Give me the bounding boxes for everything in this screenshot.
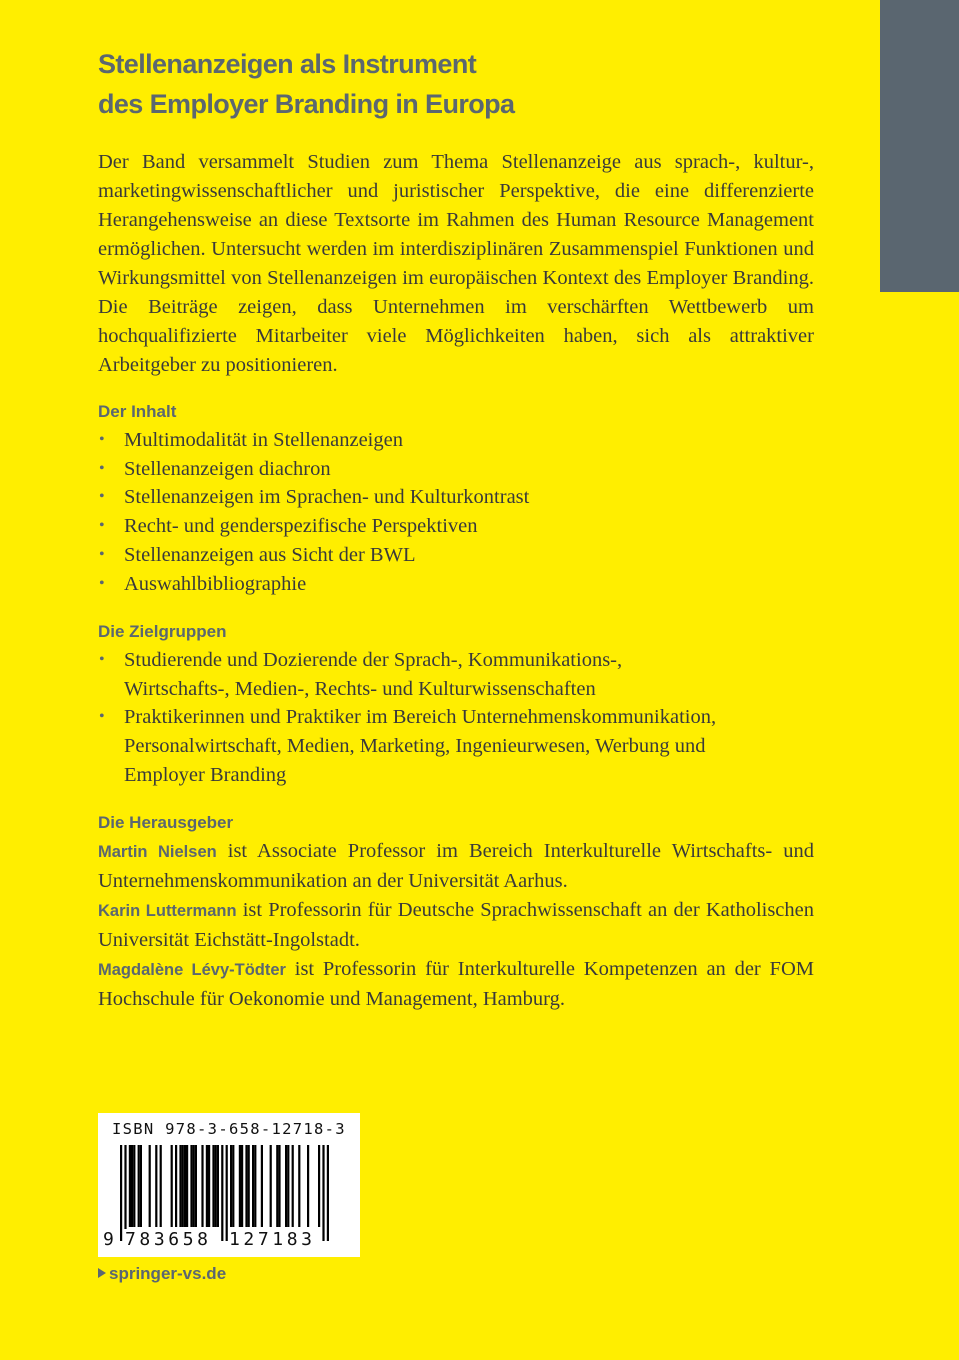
barcode-bar [160, 1145, 162, 1227]
barcode-bar [322, 1145, 324, 1241]
barcode-bar [252, 1145, 254, 1227]
barcode-bar [215, 1145, 217, 1227]
bullet-icon: • [99, 517, 105, 535]
bullet-icon: • [99, 431, 105, 448]
list-item: • Stellenanzeigen aus Sicht der BWL [98, 541, 814, 570]
barcode-bar [193, 1145, 195, 1227]
editors-section [98, 837, 814, 1014]
list-item: • Auswahlbibliographie [98, 570, 814, 599]
barcode-bar [298, 1145, 300, 1227]
bullet-icon: • [99, 708, 105, 726]
bullet-icon: • [99, 545, 105, 563]
barcode-bar [138, 1145, 140, 1227]
barcode-bar [179, 1145, 181, 1227]
title-line-2: des Employer Branding in Europa [98, 89, 515, 119]
barcode-bar [133, 1145, 135, 1227]
list-item: • Stellenanzeigen im Sprachen- und Kulturkontrast [98, 483, 814, 512]
book-title [98, 44, 798, 124]
barcode-bar [212, 1145, 214, 1227]
isbn-barcode [98, 1113, 360, 1257]
barcode-bar [131, 1145, 133, 1227]
barcode-bar [226, 1145, 228, 1241]
list-item: • Studierende und Dozierende der Sprach-, Kommunikations-, Wirtschafts-, Medien-, Rechts- und Kulturwissenschaften [98, 646, 718, 703]
side-color-band [880, 0, 959, 292]
barcode-bar [208, 1145, 210, 1227]
barcode-bar [241, 1145, 243, 1227]
barcode-bar [318, 1145, 320, 1227]
isbn-label: ISBN 978-3-658-12718-3 [112, 1120, 346, 1138]
barcode-bar [129, 1145, 131, 1227]
barcode-bar [184, 1145, 186, 1227]
contents-list [98, 426, 814, 598]
barcode-bar [190, 1145, 192, 1227]
barcode-bar [230, 1145, 232, 1227]
barcode-bar [155, 1145, 157, 1227]
bullet-icon: • [99, 651, 105, 668]
editor-name: Magdalène Lévy-Tödter [98, 961, 286, 979]
triangle-right-icon [98, 1268, 106, 1278]
barcode-bar [278, 1145, 280, 1227]
list-item: • Recht- und genderspezifische Perspektiven [98, 512, 814, 541]
editor-entry: Martin Nielsen ist Associate Professor im Bereich Interkulturelle Wirtschafts- und Unternehmenskommunikation an der Universität Aarhus. [98, 840, 814, 892]
barcode-bar [171, 1145, 173, 1227]
barcode-bar [307, 1145, 309, 1227]
publisher-link[interactable] [98, 1264, 226, 1284]
ean-first-digit: 9 [103, 1229, 114, 1250]
editors-heading: Die Herausgeber [98, 813, 234, 832]
contents-heading: Der Inhalt [98, 402, 177, 421]
barcode-bar [175, 1145, 177, 1227]
barcode-bar [217, 1145, 219, 1227]
publisher-url: springer-vs.de [109, 1264, 227, 1283]
bullet-icon: • [99, 488, 105, 506]
barcode-bar [221, 1145, 223, 1241]
barcode-bar [120, 1145, 122, 1241]
barcode-bar [239, 1145, 241, 1227]
barcode-bar [149, 1145, 151, 1227]
barcode-bar [261, 1145, 263, 1227]
barcode-bar [245, 1145, 247, 1227]
bullet-icon: • [99, 574, 105, 592]
editor-entry: Magdalène Lévy-Tödter ist Professorin für Interkulturelle Kompetenzen an der FOM Hochschule für Oekonomie und Management, Hamburg. [98, 958, 814, 1010]
barcode-bar [287, 1145, 289, 1227]
ean-right-digits: 127183 [229, 1229, 316, 1250]
barcode-bar [186, 1145, 188, 1227]
barcode-bar [292, 1145, 294, 1227]
book-description: Der Band versammelt Studien zum Thema Stellenanzeige aus sprach-, kultur-, marketingwissenschaftlicher und juristischer Perspektive, die eine differenzierte Herangehensweise an diese Textsorte im Rahmen des Human Resource Management ermöglichen. Untersucht werden im interdisziplinären Zusammenspiel Funktionen und Wirkungsmittel von Stellenanzeigen im europäischen Kontext des Employer Branding. Die Beiträge zeigen, dass Unternehmen im verschärften Wettbewerb um hochqualifizierte Mitarbeiter viele Möglichkeiten haben, sich als attraktiver Arbeitgeber zu positionieren. [98, 151, 814, 376]
ean-left-digits: 783658 [125, 1229, 212, 1250]
barcode-bar [124, 1145, 126, 1241]
list-item: • Stellenanzeigen diachron [98, 455, 814, 484]
audience-heading: Die Zielgruppen [98, 622, 227, 641]
barcode-bar [285, 1145, 287, 1227]
barcode-bar [182, 1145, 184, 1227]
barcode-bar [248, 1145, 250, 1227]
barcode-bar [195, 1145, 197, 1227]
barcode-bar [270, 1145, 272, 1227]
barcode-bar [201, 1145, 203, 1227]
editor-entry: Karin Luttermann ist Professorin für Deutsche Sprachwissenschaft an der Katholischen Universität Eichstätt-Ingolstadt. [98, 899, 815, 951]
title-line-1: Stellenanzeigen als Instrument [98, 49, 477, 79]
barcode-bar [140, 1145, 142, 1227]
editor-name: Martin Nielsen [98, 843, 217, 861]
list-item: • Multimodalität in Stellenanzeigen [98, 426, 814, 455]
barcode-bar [232, 1145, 234, 1227]
list-item: • Praktikerinnen und Praktiker im Bereich Unternehmenskommunikation, Personalwirtschaft, Medien, Marketing, Ingenieurwesen, Werbung und Employer Branding [98, 703, 718, 789]
barcode-bar [276, 1145, 278, 1227]
audience-list [98, 646, 718, 790]
barcode-bar [327, 1145, 329, 1241]
bullet-icon: • [99, 459, 105, 477]
barcode-bar [254, 1145, 256, 1227]
barcode-bar [206, 1145, 208, 1227]
editor-name: Karin Luttermann [98, 902, 237, 920]
